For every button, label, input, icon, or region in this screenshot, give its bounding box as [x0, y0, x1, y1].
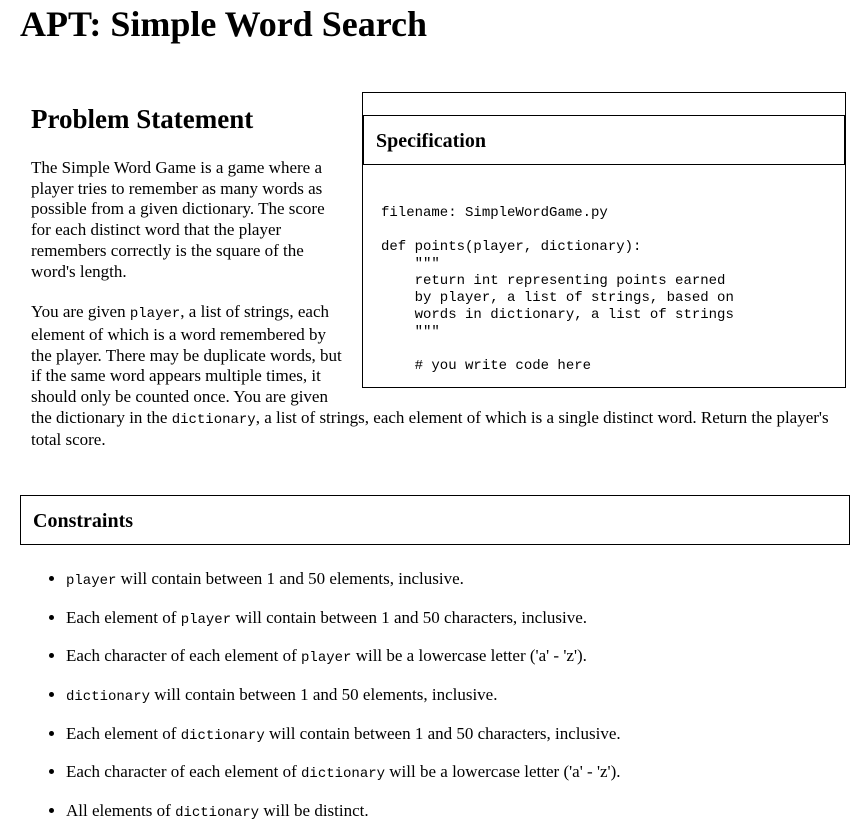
specification-code: filename: SimpleWordGame.py def points(player, dictionary): """ return int representing points earned by player, a list of strings, based on words in dictionary, a list of strings """ # you write code here: [381, 205, 734, 374]
page-title: APT: Simple Word Search: [20, 4, 428, 44]
para2-text-1: You are given: [31, 302, 130, 322]
constraint-code: player: [66, 573, 117, 589]
constraint-item: [66, 565, 864, 604]
constraints-list: [30, 565, 864, 836]
constraint-code: dictionary: [180, 727, 265, 744]
dictionary-code: dictionary: [171, 411, 256, 428]
constraint-text: Each element of: [66, 607, 181, 627]
constraint-code: player: [180, 611, 232, 628]
specification-box: [362, 92, 846, 388]
constraint-text: will contain between 1 and 50 characters, inclusive.: [264, 723, 621, 743]
constraint-item: [66, 642, 864, 681]
specification-header: [363, 115, 845, 165]
constraint-text: will contain between 1 and 50 elements, inclusive.: [150, 685, 498, 705]
constraint-item: [66, 720, 864, 759]
constraint-item: [66, 758, 864, 797]
constraint-code: player: [301, 650, 352, 667]
constraint-item: [66, 797, 864, 836]
constraint-text: will contain between 1 and 50 elements, inclusive.: [116, 569, 464, 588]
para2-text-2: , a list of strings, each element of which is a word remembered by the player. There may be duplicate words, but if the same word appears multiple times, it should only be counted once. You are given the dictionary in the: [31, 302, 342, 427]
problem-paragraph-1: The Simple Word Game is a game where a player tries to remember as many words as possible from a given dictionary. The score for each distinct word that the player remembers correctly is the square of the word's length.: [31, 158, 325, 281]
constraint-text: will be a lowercase letter ('a' - 'z').: [351, 646, 587, 666]
constraint-text: Each character of each element of: [66, 646, 302, 666]
constraint-code: dictionary: [175, 805, 260, 822]
constraint-code: dictionary: [301, 766, 386, 783]
constraint-text: Each character of each element of: [66, 762, 302, 782]
problem-heading: Problem Statement: [31, 104, 254, 134]
constraint-code: dictionary: [66, 689, 151, 706]
constraints-header: [20, 495, 850, 545]
constraint-text: will contain between 1 and 50 characters, inclusive.: [231, 607, 588, 627]
constraint-item: [66, 604, 864, 643]
problem-section: [31, 103, 841, 451]
constraint-item: [66, 681, 864, 720]
player-code: player: [129, 306, 181, 323]
constraint-text: will be a lowercase letter ('a' - 'z').: [385, 762, 621, 782]
constraints-heading: Constraints: [33, 510, 134, 532]
para2-text-3: , a list of strings, each element of which is a single distinct word. Return the player's total score.: [31, 407, 829, 450]
constraint-text: will be distinct.: [259, 801, 369, 821]
specification-heading: Specification: [376, 130, 486, 152]
constraint-text: Each element of: [66, 723, 181, 743]
constraint-text: All elements of: [66, 801, 176, 821]
